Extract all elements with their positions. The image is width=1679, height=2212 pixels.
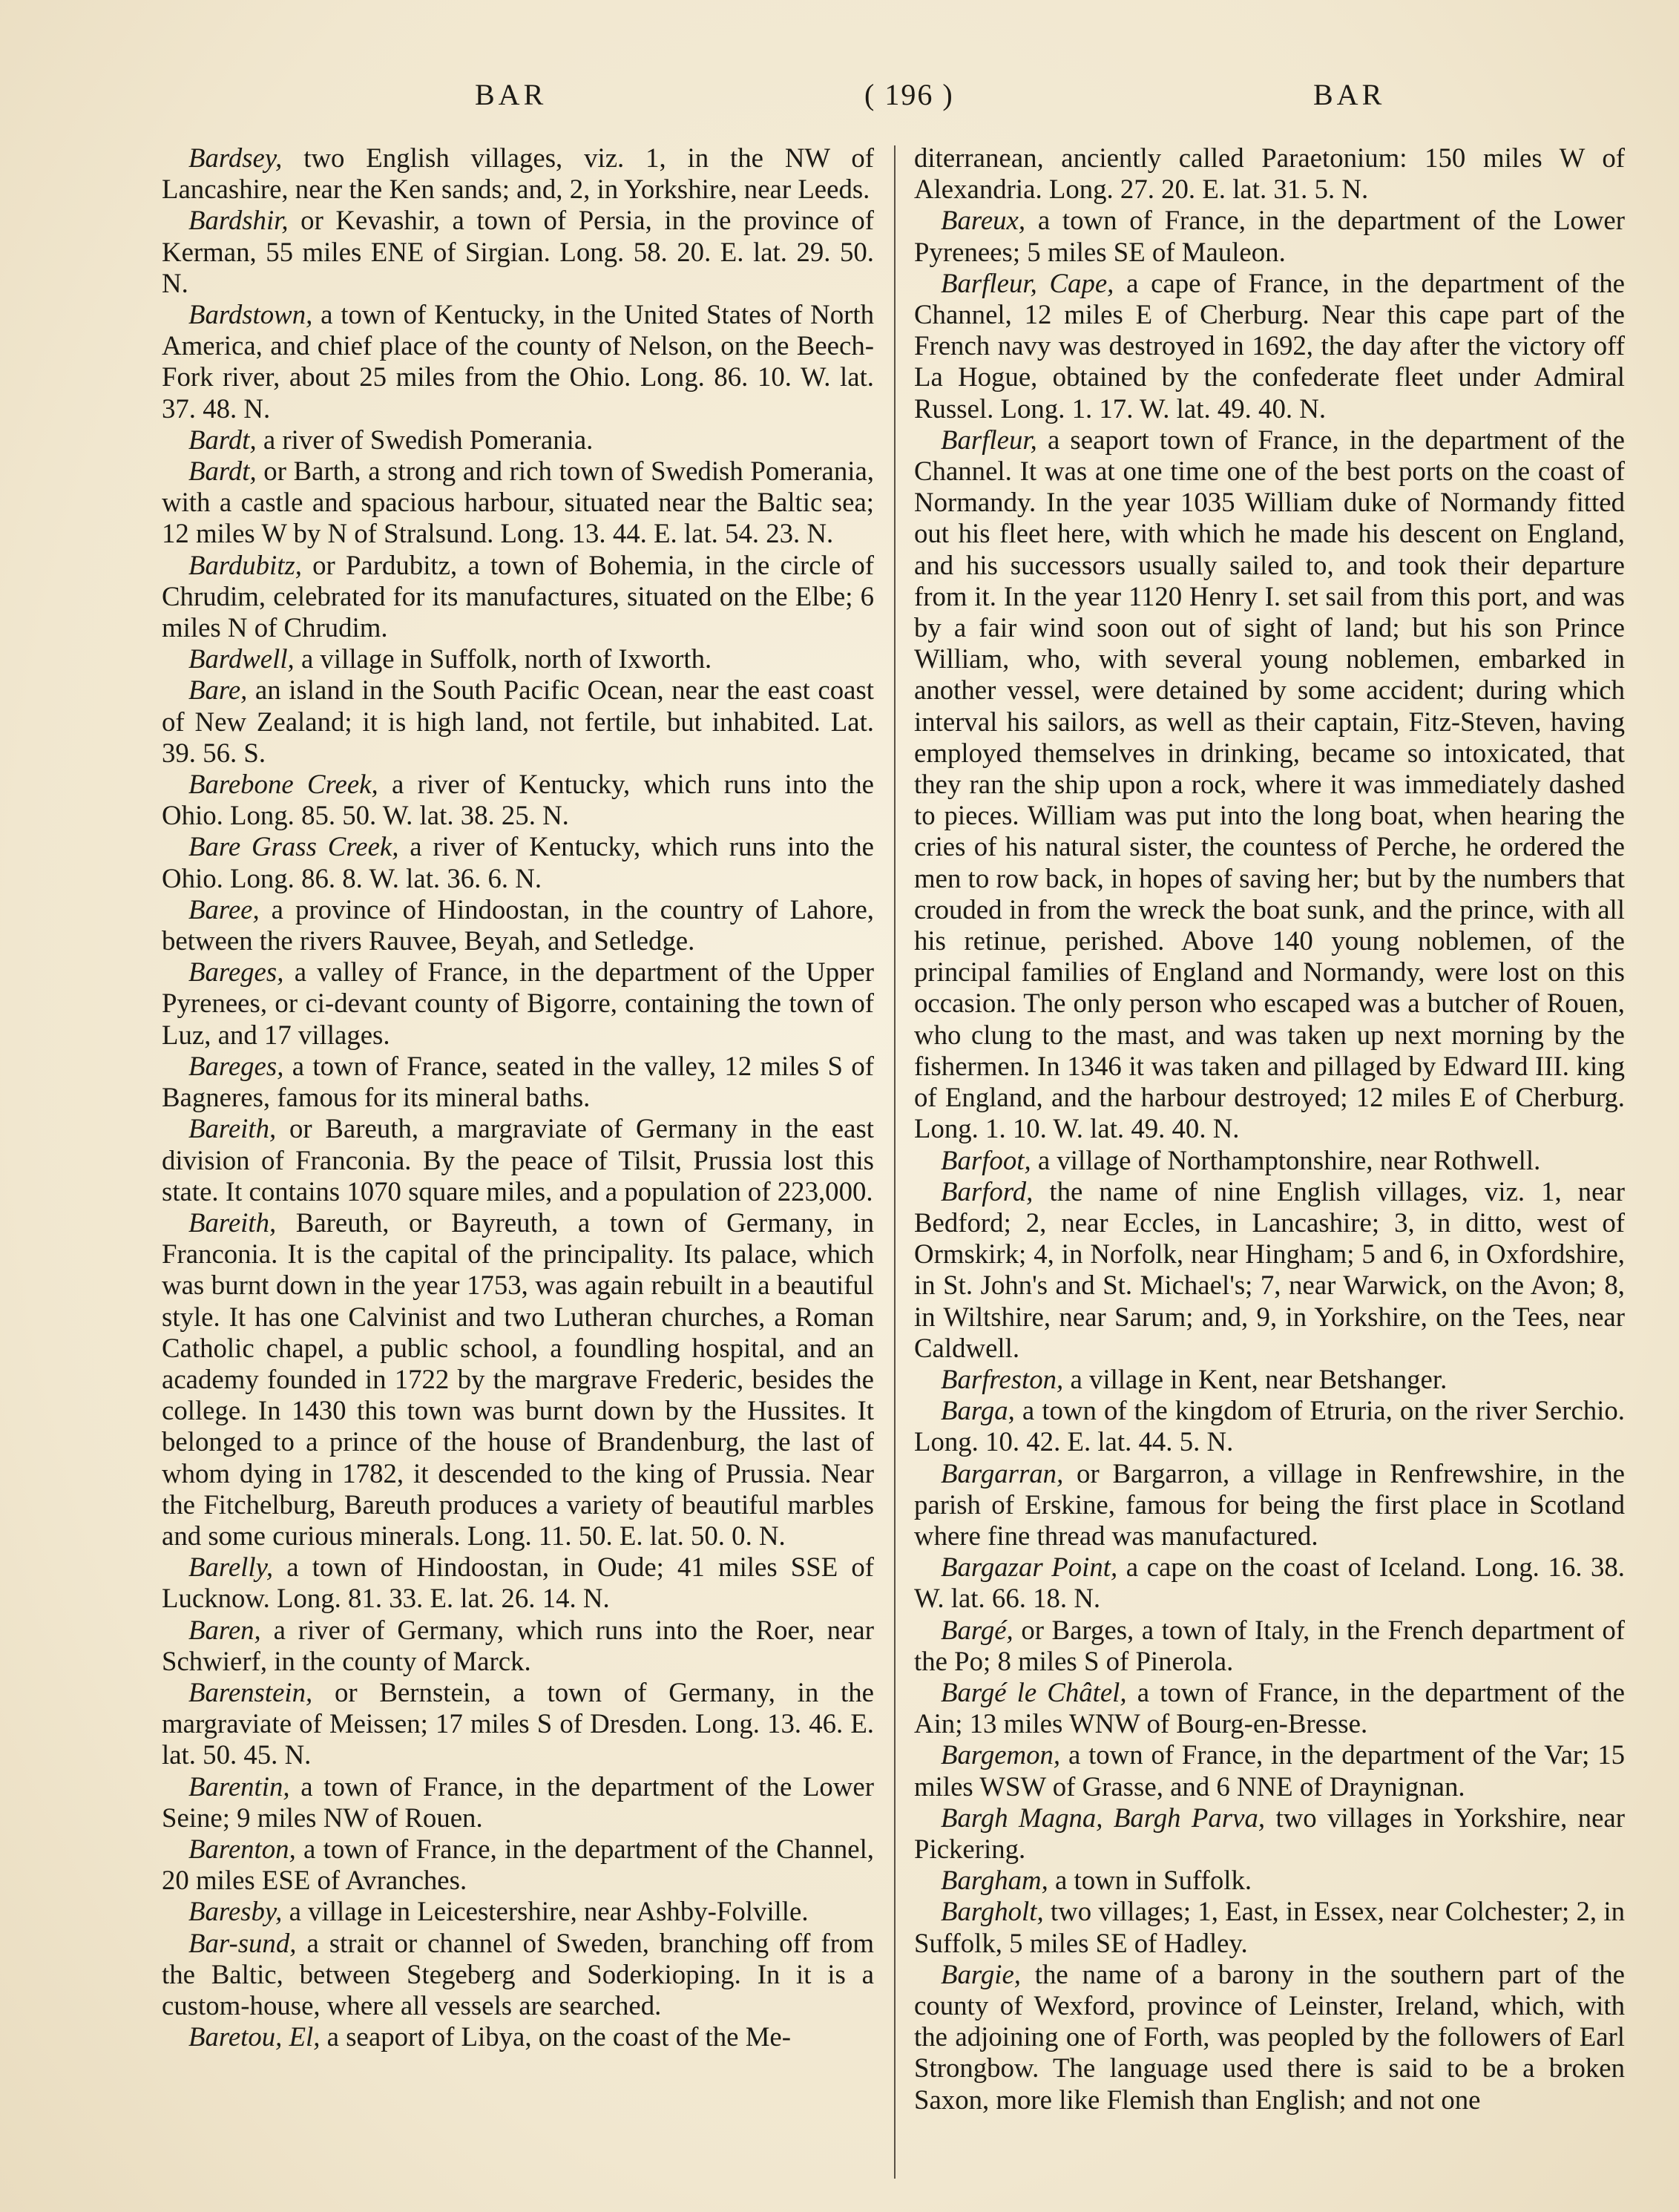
entry-headword: Bargé le Châtel, bbox=[941, 1676, 1127, 1707]
entry-text: a town of France, in the department of the Channel, 20 miles ESE of Avranches. bbox=[162, 1833, 874, 1896]
entry-headword: Bareges, bbox=[188, 1050, 284, 1081]
entry-text: a river of Swedish Pomerania. bbox=[256, 424, 594, 455]
entry-headword: Bargie, bbox=[941, 1958, 1021, 1989]
gazetteer-entry bbox=[914, 1145, 1625, 1176]
gazetteer-entry bbox=[162, 205, 874, 299]
entry-headword: Barga, bbox=[941, 1395, 1015, 1426]
entry-headword: Barfleur, Cape, bbox=[941, 267, 1114, 298]
entry-text: a valley of France, in the department of the Upper Pyrenees, or ci-devant county of Bigorre, containing the town of Luz, and 17 villages. bbox=[162, 956, 874, 1050]
entry-text: a village in Kent, near Betshanger. bbox=[1063, 1363, 1448, 1394]
gazetteer-entry bbox=[162, 550, 874, 644]
entry-headword: Barenstein, bbox=[188, 1676, 313, 1707]
entry-headword: Bargé, bbox=[941, 1614, 1013, 1645]
gazetteer-entry bbox=[162, 831, 874, 893]
gazetteer-entry bbox=[162, 1896, 874, 1927]
gazetteer-entry bbox=[162, 1834, 874, 1896]
entry-headword: Bareux, bbox=[941, 205, 1026, 236]
entry-headword: Bareith, bbox=[188, 1113, 277, 1144]
entry-headword: Bardwell, bbox=[188, 643, 295, 675]
entry-headword: Baren, bbox=[188, 1614, 261, 1645]
entry-headword: Bargholt, bbox=[941, 1896, 1044, 1927]
entry-text: a province of Hindoostan, in the country of Lahore, between the rivers Rauvee, Beyah, and Setledge. bbox=[162, 893, 874, 956]
entry-headword: Barfreston, bbox=[941, 1363, 1064, 1394]
column-divider bbox=[894, 145, 896, 2179]
header-right: BAR bbox=[1313, 78, 1386, 111]
entry-text: a town of France, seated in the valley, 12 miles S of Bagneres, famous for its mineral baths. bbox=[162, 1050, 874, 1113]
entry-headword: Baretou, El, bbox=[188, 2021, 321, 2052]
gazetteer-entry bbox=[914, 1802, 1625, 1865]
entry-headword: Bardshir, bbox=[188, 205, 289, 236]
running-header bbox=[163, 77, 1386, 122]
gazetteer-entry bbox=[914, 1395, 1625, 1457]
entry-headword: Baree, bbox=[188, 893, 260, 925]
entry-text: a town of France, in the department of the Var; 15 miles WSW of Grasse, and 6 NNE of Draynignan. bbox=[914, 1739, 1625, 1802]
gazetteer-entry bbox=[914, 1677, 1625, 1739]
entry-text: the name of nine English villages, viz. 1, near Bedford; 2, near Eccles, in Lancashire; 3, in ditto, west of Ormskirk; 4, in Norfolk, near Hingham; 5 and 6, in Oxfordshire, in St. John's and St. Michael's; 7, near Warwick, on the Avon; 8, in Wiltshire, near Sarum; and, 9, in Yorkshire, on the Tees, near Caldwell. bbox=[914, 1175, 1625, 1363]
entry-text: a town of France, in the department of the Lower Pyrenees; 5 miles SE of Mauleon. bbox=[914, 205, 1625, 267]
gazetteer-entry bbox=[914, 1896, 1625, 1958]
entry-text: a town of Kentucky, in the United States of North America, and chief place of the county of Nelson, on the Beech-Fork river, about 25 miles from the Ohio. Long. 86. 10. W. lat. 37. 48. N. bbox=[162, 299, 874, 424]
entry-text: a seaport of Libya, on the coast of the Me- bbox=[320, 2021, 792, 2052]
entry-headword: Barfleur, bbox=[941, 424, 1037, 455]
gazetteer-entry bbox=[914, 1552, 1625, 1614]
gazetteer-entry bbox=[162, 769, 874, 831]
entry-text: a village in Suffolk, north of Ixworth. bbox=[294, 643, 712, 675]
gazetteer-entry bbox=[914, 1364, 1625, 1395]
gazetteer-entry bbox=[914, 1458, 1625, 1552]
entry-headword: Barentin, bbox=[188, 1770, 290, 1802]
gazetteer-entry bbox=[162, 1771, 874, 1834]
entry-text: two villages in Yorkshire, near Pickering. bbox=[914, 1802, 1625, 1864]
gazetteer-entry bbox=[914, 424, 1625, 1145]
header-left: BAR bbox=[475, 78, 548, 111]
entry-headword: Bareith, bbox=[188, 1207, 277, 1238]
entry-headword: Bargh Magna, Bargh Parva, bbox=[941, 1802, 1266, 1833]
gazetteer-entry bbox=[162, 956, 874, 1051]
entry-text: or Bareuth, a margraviate of Germany in the east division of Franconia. By the peace of Tilsit, Prussia lost this state. It contains 1070 square miles, and a population of 223,000. bbox=[162, 1113, 874, 1207]
entry-headword: Bardt, bbox=[188, 424, 257, 455]
entry-text: a town of the kingdom of Etruria, on the river Serchio. Long. 10. 42. E. lat. 44. 5. N. bbox=[914, 1395, 1625, 1457]
entry-text: a village of Northamptonshire, near Rothwell. bbox=[1031, 1144, 1541, 1175]
gazetteer-entry bbox=[162, 1051, 874, 1113]
entry-headword: Bargarran, bbox=[941, 1457, 1064, 1489]
entry-text: a strait or channel of Sweden, branching off from the Baltic, between Stegeberg and Soderkioping. In it is a custom-house, where all vessels are searched. bbox=[162, 1927, 874, 2021]
entry-text: or Bargarron, a village in Renfrewshire, in the parish of Erskine, famous for being the first place in Scotland where fine thread was manufactured. bbox=[914, 1457, 1625, 1551]
gazetteer-entry bbox=[162, 299, 874, 424]
gazetteer-entry bbox=[914, 205, 1625, 267]
entry-text: two villages; 1, East, in Essex, near Colchester; 2, in Suffolk, 5 miles SE of Hadley. bbox=[914, 1896, 1625, 1958]
gazetteer-entry bbox=[914, 1739, 1625, 1802]
gazetteer-entry bbox=[914, 268, 1625, 424]
gazetteer-entry bbox=[162, 1677, 874, 1771]
entry-text: a river of Kentucky, which runs into the Ohio. Long. 86. 8. W. lat. 36. 6. N. bbox=[162, 831, 874, 893]
entry-headword: Bare, bbox=[188, 675, 248, 706]
entry-text: or Kevashir, a town of Persia, in the province of Kerman, 55 miles ENE of Sirgian. Long. 58. 20. E. lat. 29. 50. N. bbox=[162, 205, 874, 298]
entry-text: a seaport town of France, in the department of the Channel. It was at one time one of the best ports on the coast of Normandy. In the year 1035 William duke of Normandy fitted out his fleet here, with which he made his descent on England, and his successors usually sailed to, and took their departure from it. In the year 1120 Henry I. set sail from this port, and was by a fair wind soon out of sight of land; but his son Prince William, who, with several young noblemen, embarked in another vessel, were detained by some accident; during which interval his sailors, as well as their captain, Fitz-Steven, having employed themselves in drinking, became so intoxicated, that they ran the ship upon a rock, where it was immediately dashed to pieces. William was put into the long boat, when hearing the cries of his natural sister, the countess of Perche, he ordered the men to row back, in hopes of saving her; but by the numbers that crouded in from the wreck the boat sunk, and the prince, with all his retinue, perished. Above 140 young noblemen, of the principal families of England and Normandy, were lost on this occasion. The only person who escaped was a butcher of Rouen, who clung to the mast, and was taken up next morning by the fishermen. In 1346 it was taken and pillaged by Edward III. king of England, and the harbour destroyed; 12 miles E of Cherburg. Long. 1. 10. W. lat. 49. 40. N. bbox=[914, 424, 1625, 1144]
entry-text: or Pardubitz, a town of Bohemia, in the circle of Chrudim, celebrated for its manufactures, situated on the Elbe; 6 miles N of Chrudim. bbox=[162, 549, 874, 643]
entry-text: or Barges, a town of Italy, in the French department of the Po; 8 miles S of Pinerola. bbox=[914, 1614, 1625, 1676]
gazetteer-entry bbox=[162, 1928, 874, 2022]
gazetteer-entry bbox=[162, 424, 874, 456]
entry-headword: Barenton, bbox=[188, 1833, 296, 1864]
entry-headword: Barford, bbox=[941, 1175, 1034, 1207]
gazetteer-entry bbox=[162, 1552, 874, 1614]
entry-text: a town in Suffolk. bbox=[1048, 1865, 1252, 1896]
entry-headword: Barelly, bbox=[188, 1552, 274, 1583]
entry-text: a town of France, in the department of the Ain; 13 miles WNW of Bourg-en-Bresse. bbox=[914, 1676, 1625, 1739]
entry-text: or Barth, a strong and rich town of Swedish Pomerania, with a castle and spacious harbour, situated near the Baltic sea; 12 miles W by N of Stralsund. Long. 13. 44. E. lat. 54. 23. N. bbox=[162, 456, 874, 549]
entry-headword: Bargemon, bbox=[941, 1739, 1061, 1770]
gazetteer-entry bbox=[162, 1113, 874, 1207]
gazetteer-entry bbox=[914, 1176, 1625, 1364]
gazetteer-entry bbox=[162, 456, 874, 550]
gazetteer-entry bbox=[162, 142, 874, 205]
entry-headword: Bare Grass Creek, bbox=[188, 831, 399, 862]
entry-text: a river of Germany, which runs into the Roer, near Schwierf, in the county of Marck. bbox=[162, 1614, 874, 1676]
entry-text: a cape of France, in the department of the Channel, 12 miles E of Cherburg. Near this cape part of the French navy was destroyed in 1692, the day after the victory off La Hogue, obtained by the confederate fleet under Admiral Russel. Long. 1. 17. W. lat. 49. 40. N. bbox=[914, 267, 1626, 424]
entry-headword: Bareges, bbox=[188, 956, 284, 988]
page-number: ( 196 ) bbox=[864, 78, 954, 111]
gazetteer-entry bbox=[162, 2021, 874, 2052]
entry-text: or Bernstein, a town of Germany, in the margraviate of Meissen; 17 miles S of Dresden. Long. 13. 46. E. lat. 50. 45. N. bbox=[162, 1676, 874, 1770]
entry-headword: Barfoot, bbox=[941, 1144, 1031, 1175]
entry-text: the name of a barony in the southern part of the county of Wexford, province of Leinster, Ireland, which, with the adjoining one of Forth, was peopled by the followers of Earl Strongbow. The language used there is said to be a broken Saxon, more like Flemish than English; and not one bbox=[914, 1958, 1625, 2115]
entry-text: a town of France, in the department of the Lower Seine; 9 miles NW of Rouen. bbox=[162, 1770, 874, 1833]
entry-headword: Bardsey, bbox=[188, 142, 283, 173]
entry-headword: Bar-sund, bbox=[188, 1927, 297, 1958]
gazetteer-entry bbox=[914, 1865, 1625, 1896]
entry-headword: Bardubitz, bbox=[188, 549, 302, 580]
entry-headword: Baresby, bbox=[188, 1896, 283, 1927]
gazetteer-entry bbox=[914, 1615, 1625, 1677]
entry-text: an island in the South Pacific Ocean, near the east coast of New Zealand; it is high land, not fertile, but inhabited. Lat. 39. 56. S. bbox=[162, 675, 874, 768]
entry-text: a town of Hindoostan, in Oude; 41 miles SSE of Lucknow. Long. 81. 33. E. lat. 26. 14. N. bbox=[162, 1552, 874, 1614]
entry-text: a village in Leicestershire, near Ashby-Folville. bbox=[282, 1896, 809, 1927]
left-column bbox=[162, 142, 874, 2052]
entry-text: diterranean, anciently called Paraetonium: 150 miles W of Alexandria. Long. 27. 20. E. lat. 31. 5. N. bbox=[914, 142, 1625, 205]
entry-headword: Bargham, bbox=[941, 1865, 1048, 1896]
entry-headword: Bardt, bbox=[188, 456, 257, 487]
entry-headword: Bargazar Point, bbox=[941, 1552, 1118, 1583]
entry-headword: Barebone Creek, bbox=[188, 769, 378, 800]
entry-headword: Bardstown, bbox=[188, 299, 313, 330]
gazetteer-entry bbox=[914, 142, 1625, 205]
entry-text: Bareuth, or Bayreuth, a town of Germany, in Franconia. It is the capital of the principality. Its palace, which was burnt down in the year 1753, was again rebuilt in a beautiful style. It has one Calvinist and two Lutheran churches, a Roman Catholic chapel, a public school, a foundling hospital, and an academy founded in 1722 by the margrave Frederic, besides the college. In 1430 this town was burnt down by the Hussites. It belonged to a prince of the house of Brandenburg, the last of whom dying in 1782, it descended to the king of Prussia. Near the Fitchelburg, Bareuth produces a variety of beautiful marbles and some curious minerals. Long. 11. 50. E. lat. 50. 0. N. bbox=[162, 1207, 874, 1551]
gazetteer-entry bbox=[162, 1207, 874, 1552]
entry-text: a river of Kentucky, which runs into the Ohio. Long. 85. 50. W. lat. 38. 25. N. bbox=[162, 769, 874, 831]
entry-text: a cape on the coast of Iceland. Long. 16. 38. W. lat. 66. 18. N. bbox=[914, 1552, 1625, 1614]
gazetteer-entry bbox=[162, 643, 874, 675]
entry-text: two English villages, viz. 1, in the NW of Lancashire, near the Ken sands; and, 2, in Yorkshire, near Leeds. bbox=[162, 142, 874, 205]
gazetteer-entry bbox=[914, 1959, 1625, 2116]
right-column bbox=[914, 142, 1625, 2116]
gazetteer-entry bbox=[162, 1615, 874, 1677]
gazetteer-entry bbox=[162, 894, 874, 956]
gazetteer-entry bbox=[162, 675, 874, 769]
